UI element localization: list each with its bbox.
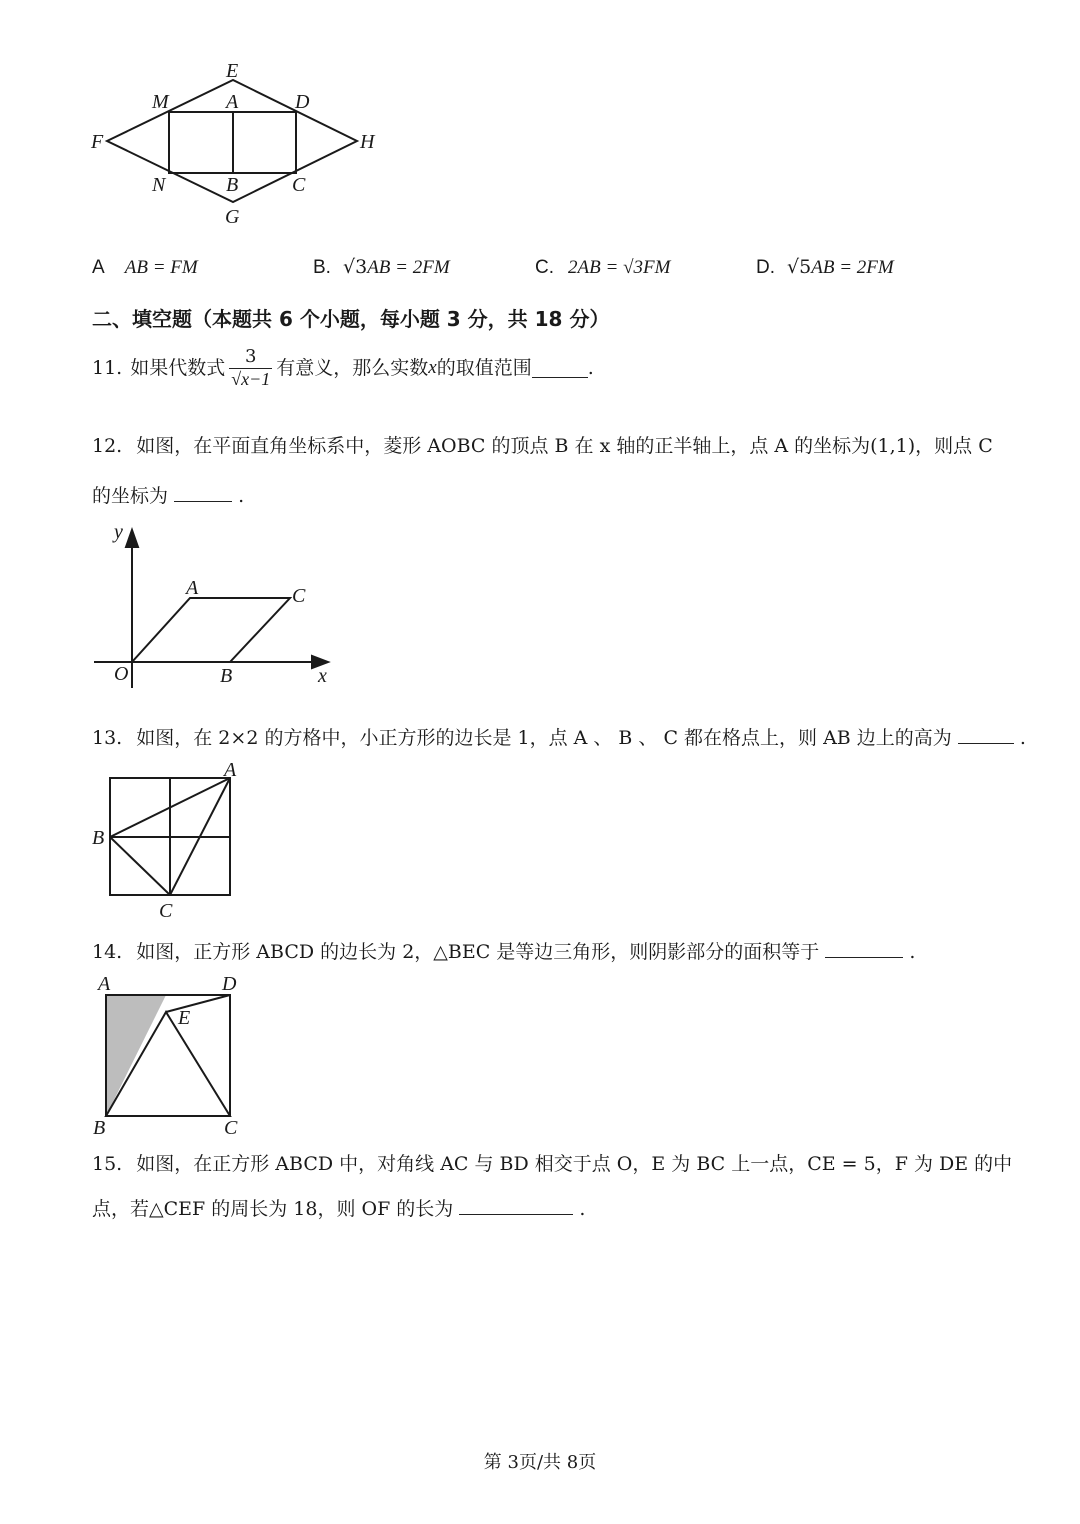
question-15 [92, 1153, 1012, 1176]
option-expr: AB = 2FM [367, 257, 450, 278]
fig10-label-C: C [292, 174, 306, 196]
question-number: 15. [92, 1153, 123, 1175]
question-12-line2 [92, 483, 244, 508]
option-expr: AB = 2FM [811, 257, 894, 278]
q10-option-c [535, 256, 670, 280]
q14-label-C: C [224, 1117, 238, 1139]
q11-fraction [229, 346, 272, 390]
q12-end: . [238, 485, 245, 507]
q14-label-B: B [93, 1117, 106, 1139]
q14-label-E: E [178, 1007, 191, 1029]
q10-figure [85, 55, 395, 235]
q11-end: . [587, 356, 594, 379]
fig10-label-N: N [152, 174, 166, 196]
question-14 [92, 939, 915, 964]
option-expr: AB = FM [124, 257, 198, 278]
option-expr: 2AB = √3FM [568, 257, 671, 278]
q15-line2: 点，若△CEF 的周长为 18，则 OF 的长为 [92, 1198, 454, 1220]
option-label: A [92, 257, 105, 278]
q10-option-d [756, 256, 894, 280]
question-number: 13. [92, 727, 123, 749]
q10-option-a [92, 256, 198, 280]
q12-line2: 的坐标为 [92, 485, 169, 507]
fraction-denominator: √x−1 [231, 368, 271, 389]
question-13 [92, 725, 1026, 750]
fraction-numerator: 3 [245, 346, 257, 367]
fig10-label-A: A [226, 91, 239, 113]
q14-label-A: A [98, 973, 111, 995]
q11-var: x [428, 356, 437, 378]
page-footer: 第 3页/共 8页 [483, 1452, 597, 1473]
q12-label-x: x [318, 665, 327, 687]
q13-end: . [1019, 727, 1026, 749]
q12-label-B: B [220, 665, 233, 687]
q14-end: . [909, 941, 916, 963]
question-12 [92, 435, 993, 458]
q12-label-A: A [186, 577, 199, 599]
option-label: D. [756, 257, 775, 278]
q13-label-C: C [159, 900, 173, 922]
q12-label-O: O [114, 663, 129, 685]
fig10-label-F: F [91, 131, 104, 153]
q12-line1: 如图，在平面直角坐标系中，菱形 AOBC 的顶点 B 在 x 轴的正半轴上，点 A 的坐标为(1,1)，则点 C [136, 435, 993, 457]
q15-end: . [579, 1198, 586, 1220]
question-number: 11. [92, 356, 123, 379]
fig10-label-E: E [226, 60, 239, 82]
option-label: B. [313, 257, 331, 278]
answer-blank[interactable] [174, 483, 232, 502]
q15-line1: 如图，在正方形 ABCD 中，对角线 AC 与 BD 相交于点 O，E 为 BC 上一点，CE = 5，F 为 DE 的中 [136, 1153, 1013, 1175]
fig10-label-G: G [225, 206, 240, 228]
question-number: 14. [92, 941, 123, 963]
q11-post2: 的取值范围 [436, 356, 532, 379]
q13-figure [88, 758, 258, 923]
option-expr-prefix: √3 [343, 256, 368, 278]
q12-label-y: y [114, 521, 123, 543]
fig10-label-H: H [360, 131, 375, 153]
answer-blank[interactable] [459, 1196, 573, 1215]
fig10-label-D: D [295, 91, 310, 113]
option-expr-prefix: √5 [787, 256, 812, 278]
answer-blank[interactable] [825, 939, 903, 958]
question-11 [92, 346, 594, 390]
section-heading: 二、填空题（本题共 6 个小题，每小题 3 分，共 18 分） [92, 307, 610, 331]
q11-pre: 如果代数式 [130, 356, 226, 379]
q12-label-C: C [292, 585, 306, 607]
q14-figure [88, 970, 253, 1140]
q11-post: 有意义，那么实数 [276, 356, 429, 379]
answer-blank[interactable] [532, 359, 588, 378]
q10-option-b [313, 256, 450, 280]
answer-blank[interactable] [958, 725, 1014, 744]
question-15-line2 [92, 1196, 585, 1221]
fig10-label-M: M [152, 91, 169, 113]
q13-text: 如图，在 2×2 的方格中，小正方形的边长是 1，点 A 、 B 、 C 都在格点上，则 AB 边上的高为 [136, 727, 952, 749]
q13-label-A: A [224, 759, 237, 781]
shaded-region [106, 995, 166, 1116]
q13-label-B: B [92, 827, 105, 849]
fig10-label-B: B [226, 174, 239, 196]
q12-figure [90, 520, 340, 690]
question-number: 12. [92, 435, 123, 457]
q14-text: 如图，正方形 ABCD 的边长为 2，△BEC 是等边三角形，则阴影部分的面积等于 [136, 941, 820, 963]
option-label: C. [535, 257, 554, 278]
q14-label-D: D [222, 973, 237, 995]
